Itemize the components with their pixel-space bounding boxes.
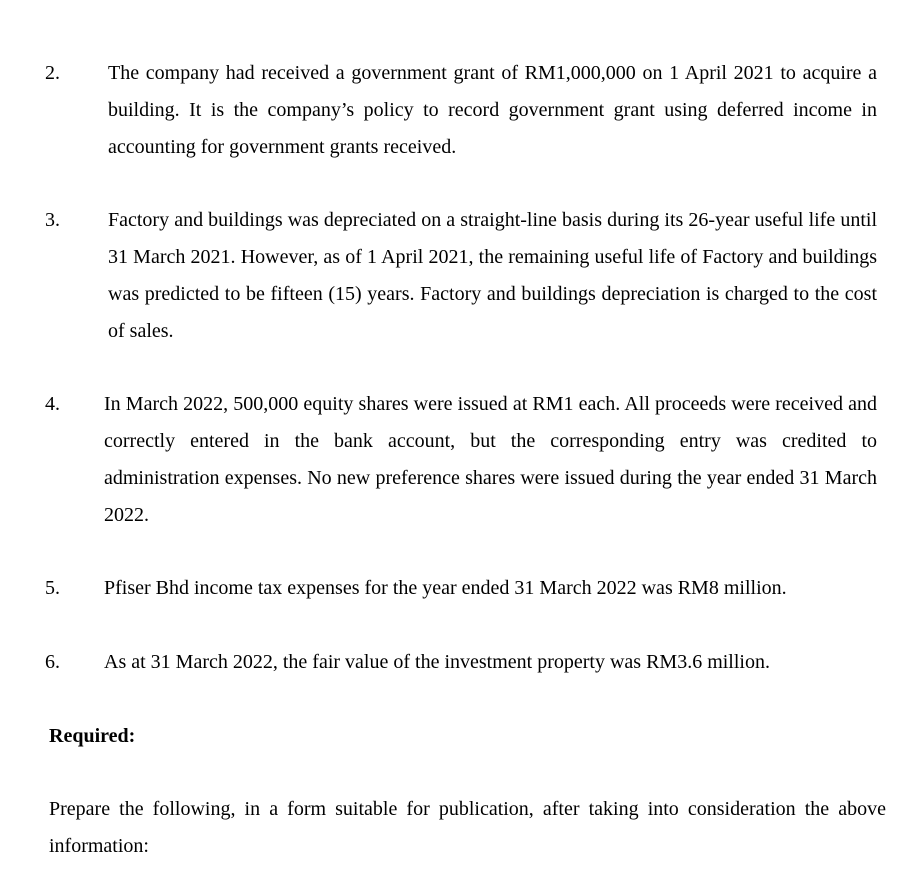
item-number: 6. xyxy=(45,651,60,673)
item-number: 5. xyxy=(45,577,60,599)
item-text: The company had received a government grant of RM1,000,000 on 1 April 2021 to acquire a building. It is the company’s policy to record government grant using deferred income in accounting for government grants received. xyxy=(108,62,877,158)
instruction-text: Prepare the following, in a form suitable for publication, after taking into consideration the above information: xyxy=(49,798,886,857)
item-text: Pfiser Bhd income tax expenses for the year ended 31 March 2022 was RM8 million. xyxy=(104,577,787,599)
item-number: 2. xyxy=(45,62,60,84)
item-text: In March 2022, 500,000 equity shares were issued at RM1 each. All proceeds were received and correctly entered in the bank account, but the corresponding entry was credited to administration expenses. No new preference shares were issued during the year ended 31 March 2022. xyxy=(104,393,877,526)
item-number: 4. xyxy=(45,393,60,415)
item-text: Factory and buildings was depreciated on a straight-line basis during its 26-year useful life until 31 March 2021. However, as of 1 April 2021, the remaining useful life of Factory and buildings was predicted to be fifteen (15) years. Factory and buildings depreciation is charged to the cost of sales. xyxy=(108,209,877,342)
item-text: As at 31 March 2022, the fair value of the investment property was RM3.6 million. xyxy=(104,651,770,673)
item-number: 3. xyxy=(45,209,60,231)
required-heading: Required: xyxy=(49,725,136,747)
